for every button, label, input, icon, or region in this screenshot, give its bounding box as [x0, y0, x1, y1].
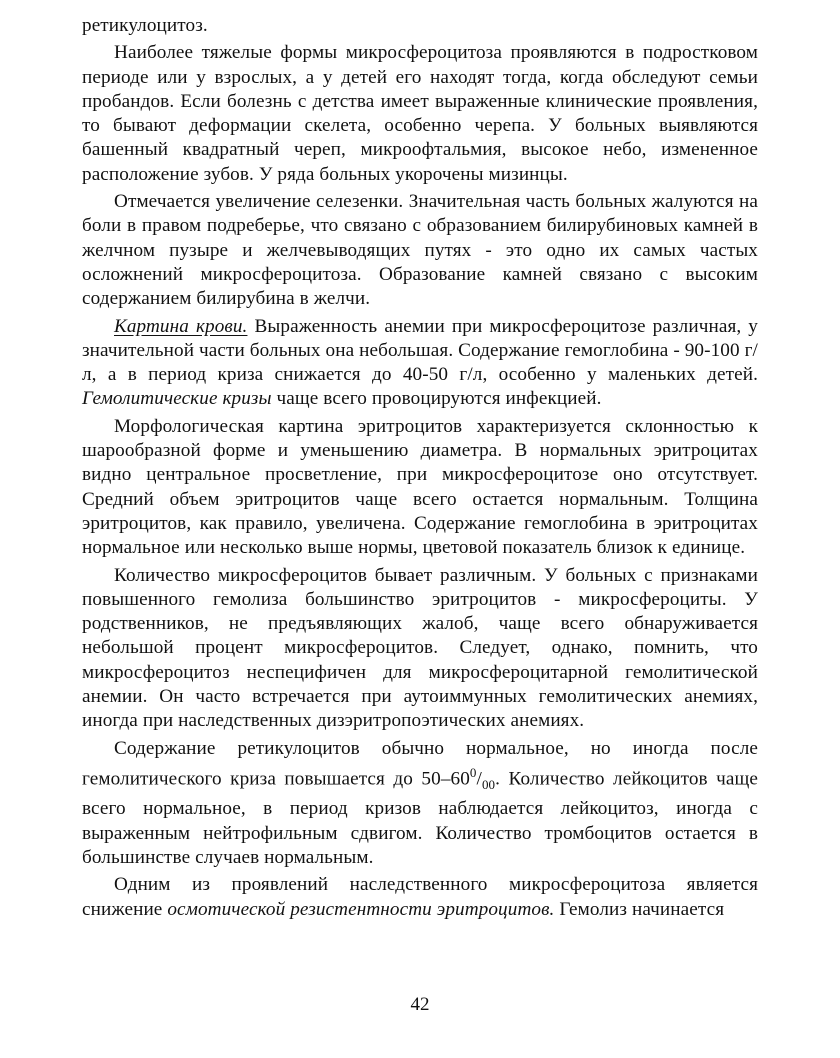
page-number: 42	[410, 994, 430, 1015]
paragraph-microspherocytes-text: Количество микросфероцитов бывает различным. У больных с признаками повышенного гемолиза большинство эритроцитов - микросфероциты. У родственников, не предъявляющих жалоб, чаще всего обнаруживается небольшой процент микросфероцитов. Следует, однако, помнить, что микросфероцитоз неспецифичен для микросфероцитарной гемолитической анемии. Он часто встречается при аутоиммунных гемолитических анемиях, иногда при наследственных дизэритропоэтических анемиях.	[82, 564, 758, 732]
blood-picture-heading: Картина крови.	[114, 315, 248, 337]
paragraph-spleen-text: Отмечается увеличение селезенки. Значительная часть больных жалуются на боли в правом подреберье, что связано с образованием билирубиновых камней в желчном пузыре и желчевыводящих путях - это одно их самых частых осложнений микросфероцитоза. Образование камней связано с высоким содержанием билирубина в желчи.	[82, 191, 758, 310]
osmotic-text-a: Одним из проявлений наследственного микросфероцитоза является снижение	[82, 874, 758, 920]
blood-picture-text-b: чаще всего провоцируются инфекцией.	[271, 388, 602, 410]
osmotic-resistance-term: осмотической резистентности эритроцитов.	[167, 898, 555, 920]
paragraph-forms-text: Наиболее тяжелые формы микросфероцитоза проявляются в подростковом периоде или у взрослых, а у детей его находят тогда, когда обследуют семьи пробандов. Если болезнь с детства имеет выраженные клинические проявления, то бывают деформации скелета, особенно черепа. У больных выявляются башенный квадратный череп, микроофтальмия, высокое небо, измененное расположение зубов. У ряда больных укорочены мизинцы.	[82, 42, 758, 185]
paragraph-morphology-text: Морфологическая картина эритроцитов характеризуется склонностью к шарообразной форме и уменьшению диаметра. В нормальных эритроцитах видно центральное просветление, при микросфероцитозе оно отсутствует. Средний объем эритроцитов чаще всего остается нормальным. Толщина эритроцитов, как правило, увеличена. Содержание гемоглобина в эритроцитах нормальное или несколько выше нормы, цветовой показатель близок к единице.	[82, 415, 758, 559]
hemolytic-crises-term: Гемолитические кризы	[82, 388, 272, 410]
reticulocytes-text-a: Содержание ретикулоцитов обычно нормальное, но иногда после гемолитического криза повышается до 50–60	[82, 737, 758, 790]
permille-sup: 0	[469, 764, 477, 780]
lead-fragment-text: ретикулоцитоз.	[82, 15, 208, 36]
paragraph-morphology	[82, 415, 758, 561]
paragraph-blood-picture	[82, 315, 758, 412]
permille-slash: /	[476, 768, 482, 790]
paragraph-reticulocytes	[82, 737, 758, 871]
paragraph-osmotic	[82, 873, 758, 922]
paragraph-forms	[82, 41, 758, 187]
document-page	[82, 14, 758, 922]
paragraph-microspherocytes	[82, 564, 758, 734]
osmotic-text-b: Гемолиз начинается	[554, 898, 725, 920]
reticulocytes-text-b: . Количество лейкоцитов чаще всего нормальное, в период кризов наблюдается лейкоцитоз, иногда с выраженным нейтрофильным сдвигом. Количество тромбоцитов остается в большинстве случаев нормальным.	[82, 768, 758, 869]
permille-sub: 00	[481, 777, 496, 793]
blood-picture-text-a: Выраженность анемии при микросфероцитозе различная, у значительной части больных она небольшая. Содержание гемоглобина - 90-100 г/л, а в период криза снижается до 40-50 г/л, особенно у маленьких детей.	[82, 315, 758, 386]
lead-fragment	[82, 14, 758, 38]
paragraph-spleen	[82, 190, 758, 311]
